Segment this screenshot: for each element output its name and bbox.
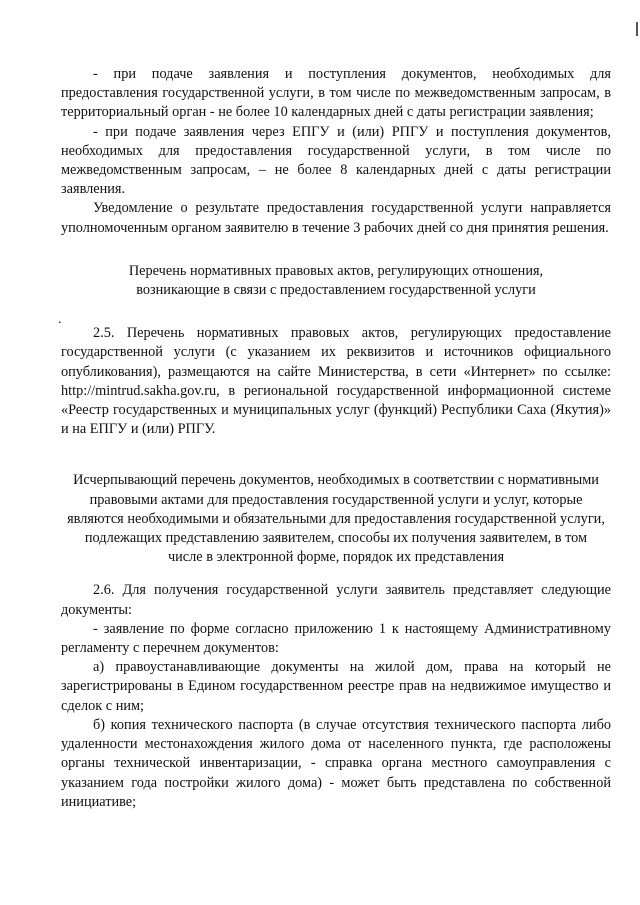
stray-mark: . — [58, 312, 62, 327]
paragraph-notification: Уведомление о результате предоставления государственной услуги направляется уполномоченным органом заявителю в течение 3 рабочих дней со дня принятия решения. — [61, 200, 611, 236]
section-heading-legal-acts: Перечень нормативных правовых актов, регулирующих отношения, возникающие в связи с предоставлением государственной услуги — [128, 262, 544, 299]
paragraph-deadline-epgu: - при подаче заявления через ЕПГУ и (или) РПГУ и поступления документов, необходимых для предоставления государственной услуги, в том числе по межведомственным запросам, – не более 8 календарных дней с даты регистрации заявления. — [61, 123, 611, 198]
scan-edge-mark — [636, 22, 638, 36]
paragraph-deadline-territorial: - при подаче заявления и поступления документов, необходимых для предоставления государственной услуги, в том числе по межведомственным запросам, в территориальный орган - не более 10 календарных дней с даты регистрации заявления; — [61, 66, 611, 121]
paragraph-item-b: б) копия технического паспорта (в случае отсутствия технического паспорта либо удаленности местонахождения жилого дома от населенного пункта, где расположены органы технической инвентаризации, - справка органа местного самоуправления с указанием года постройки жилого дома) - может быть представлена по собственной инициативе; — [61, 716, 611, 810]
document-body — [61, 65, 611, 812]
section-heading-documents: Исчерпывающий перечень документов, необходимых в соответствии с нормативными правовыми актами для предоставления государственной услуги и услуг, которые являются необходимыми и обязательными для предоставления государственной услуги, подлежащих представлению заявителем, способы их получения заявителем, в том числе в электронной форме, порядок их представления — [67, 472, 605, 566]
paragraph-2-6: 2.6. Для получения государственной услуги заявитель представляет следующие документы: — [61, 582, 611, 618]
paragraph-application-form: - заявление по форме согласно приложению 1 к настоящему Административному регламенту с перечнем документов: — [61, 620, 611, 657]
paragraph-2-5: 2.5. Перечень нормативных правовых актов, регулирующих предоставление государственной услуги (с указанием их реквизитов и источников официального опубликования), размещаются на сайте Министерства, в сети «Интернет» по ссылке: http://mintrud.sakha.gov.ru, в региональной государственной информационной системе «Реестр государственных и муниципальных услуг (функций) Республики Саха (Якутия)» и на ЕПГУ и (или) РПГУ. — [61, 325, 611, 438]
paragraph-item-a: а) правоустанавливающие документы на жилой дом, права на который не зарегистрированы в Едином государственном реестре прав на недвижимое имущество и сделок с ним; — [61, 659, 611, 714]
